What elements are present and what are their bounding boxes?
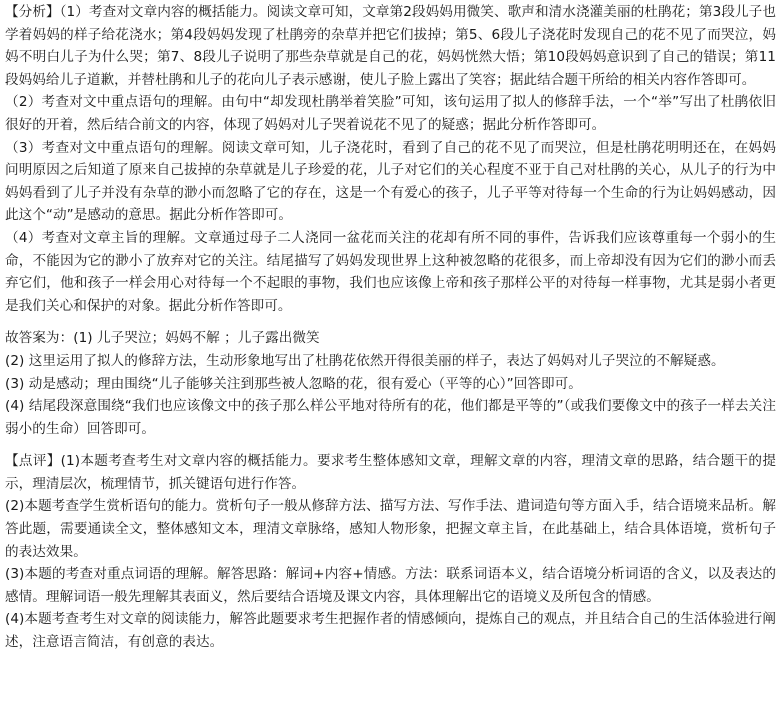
answer-line-4: (4) 结尾段深意围绕“我们也应该像文中的孩子那么样公平地对待所有的花，他们都是平等的”（或我们要像文中的孩子一样去关注弱小的生命）回答即可。 (5, 398, 776, 437)
analysis-part-3: （3）考查对文中重点语句的理解。阅读文章可知，儿子浇花时，看到了自己的花不见了而哭泣，但是杜鹃花明明还在，在妈妈问明原因之后知道了原来自己拔掉的杂草就是儿子珍爱的花，儿子对它们的关心程度不亚于自己对杜鹃的关心，从儿子的行为中妈妈看到了儿子并没有杂草的渺小而忽略了它的存在，这是一个有爱心的孩子，儿子平等对待每一个生命的行为让妈妈感动，因此这个“动”是感动的意思。据此分析作答即可。 (5, 139, 776, 224)
answer-line-2: (2) 这里运用了拟人的修辞方法，生动形象地写出了杜鹃花依然开得很美丽的样子，表达了妈妈对儿子哭泣的不解疑惑。 (5, 352, 725, 369)
analysis-part-4: （4）考查对文章主旨的理解。文章通过母子二人浇同一盆花而关注的花却有所不同的事件，告诉我们应该尊重每一个弱小的生命，不能因为它的渺小了放弃对它的关注。结尾描写了妈妈发现世界上这种被忽略的花很多，而上帝却没有因为它们的渺小而丢弃它们，他和孩子一样会用心对待每一个不起眼的事物，我们也应该像上帝和孩子那样公平的对待每一样事物，尤其是弱小者更是我们关心和保护的对象。据此分析作答即可。 (5, 229, 776, 314)
section-gap (5, 317, 776, 327)
analysis-part-2: （2）考查对文中重点语句的理解。由句中“却发现杜鹃举着笑脸”可知，该句运用了拟人的修辞手法，一个“举”写出了杜鹃依旧很好的开着，然后结合前文的内容，体现了妈妈对儿子哭着说花不见了的疑惑；据此分析作答即可。 (5, 94, 776, 133)
comment-part-3: (3)本题的考查对重点词语的理解。解答思路：解词+内容+情感。方法：联系词语本义，结合语境分析词语的含义，以及表达的感情。理解词语一般先理解其表面义，然后要结合语境及课文内容，具体理解出它的语境义及所包含的情感。 (5, 566, 776, 605)
answer-line-1: 故答案为：(1) 儿子哭泣；妈妈不解 ；儿子露出微笑 (5, 330, 320, 347)
analysis-part-1: 【分析】（1）考查对文章内容的概括能力。阅读文章可知，文章第2段妈妈用微笑、歌声和清水浇灌美丽的杜鹃花；第3段儿子也学着妈妈的样子给花浇水；第4段妈妈发现了杜鹃旁的杂草并把它们拔掉；第5、6段儿子浇花时发现自己的花不见了而哭泣，妈妈不明白儿子为什么哭；第7、8段儿子说明了那些杂草就是自己的花，妈妈恍然大悟；第10段妈妈意识到了自己的错误；第11段妈妈给儿子道歉，并替杜鹃和儿子的花向儿子表示感谢，使儿子脸上露出了笑容；据此结合题干所给的相关内容作答即可。 (5, 4, 776, 88)
comment-part-4: (4)本题考查考生对文章的阅读能力，解答此题要求考生把握作者的情感倾向，提炼自己的观点，并且结合自己的生活体验进行阐述，注意语言简洁，有创意的表达。 (5, 611, 776, 651)
comment-part-1: 【点评】(1)本题考查考生对文章内容的概括能力。要求考生整体感知文章，理解文章的内容，理清文章的思路，结合题干的提示，理清层次，梳理情节，抓关键语句进行作答。 (5, 453, 776, 492)
answer-line-3: (3) 动是感动；理由围绕“儿子能够关注到那些被人忽略的花，很有爱心（平等的心）”回答即可。 (5, 375, 582, 392)
comment-part-2: (2)本题考查学生赏析语句的能力。赏析句子一般从修辞方法、描写方法、写作手法、遣词造句等方面入手，结合语境来品析。解答此题，需要通读全文，整体感知文本，理清文章脉络，感知人物形象，把握文章主旨，在此基础上，结合具体语境，赏析句子的表达效果。 (5, 498, 776, 560)
section-gap (5, 440, 776, 450)
